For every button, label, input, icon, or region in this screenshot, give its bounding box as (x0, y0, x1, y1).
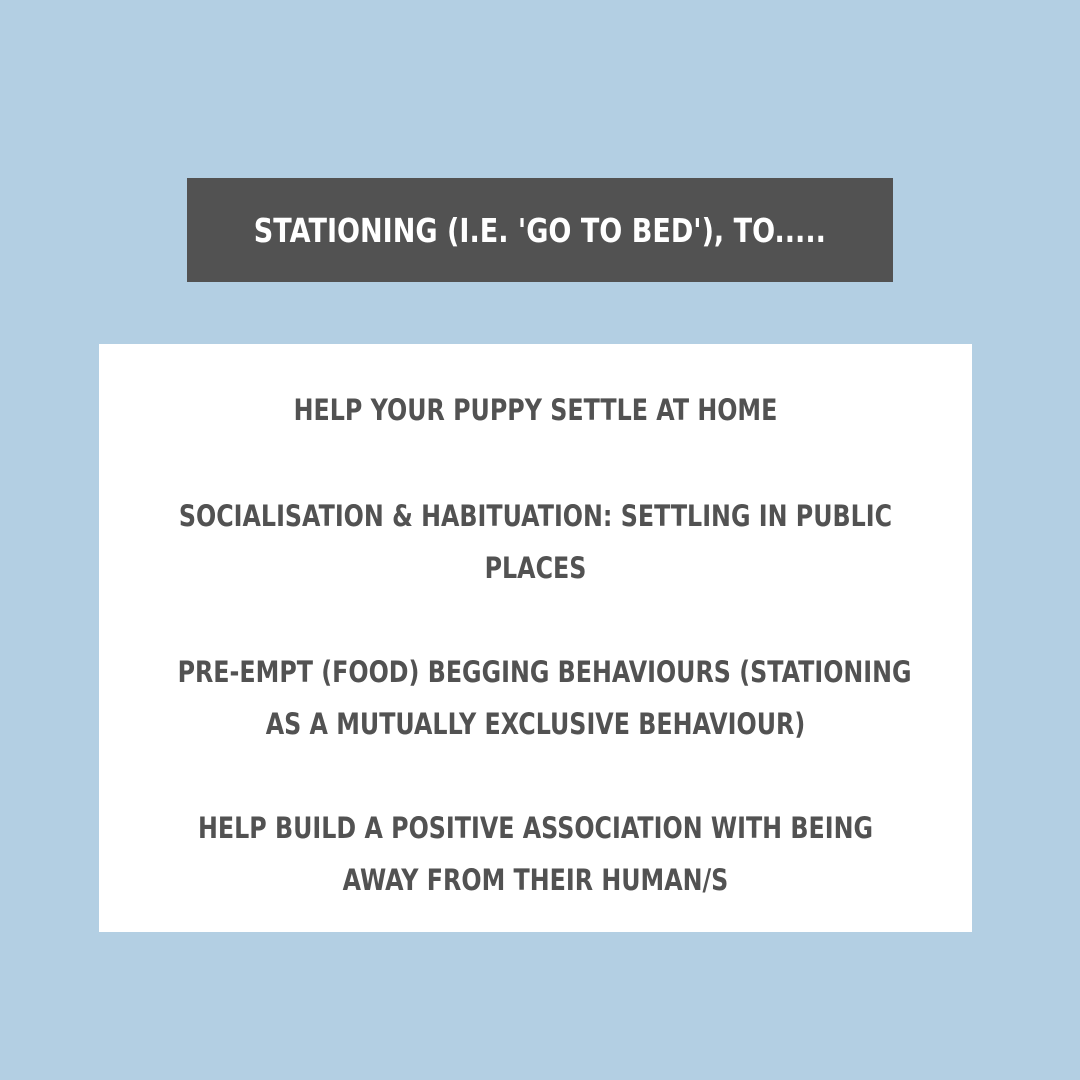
point-line: HELP BUILD A POSITIVE ASSOCIATION WITH BEING (197, 811, 874, 845)
point-line: HELP YOUR PUPPY SETTLE AT HOME (293, 393, 778, 427)
point-settle-at-home (99, 384, 972, 436)
point-socialisation (99, 490, 972, 594)
title-banner (187, 178, 893, 282)
page-title: STATIONING (I.E. 'GO TO BED'), TO..... (253, 210, 827, 250)
content-card (99, 344, 972, 932)
point-begging (99, 646, 972, 750)
point-line: SOCIALISATION & HABITUATION: SETTLING IN PUBLIC (178, 499, 893, 533)
point-line: PRE-EMPT (FOOD) BEGGING BEHAVIOURS (STATIONING (177, 655, 912, 689)
point-positive-association (99, 802, 972, 906)
point-line: PLACES (484, 551, 587, 585)
point-line: AS A MUTUALLY EXCLUSIVE BEHAVIOUR) (265, 707, 806, 741)
point-line: AWAY FROM THEIR HUMAN/S (342, 863, 729, 897)
